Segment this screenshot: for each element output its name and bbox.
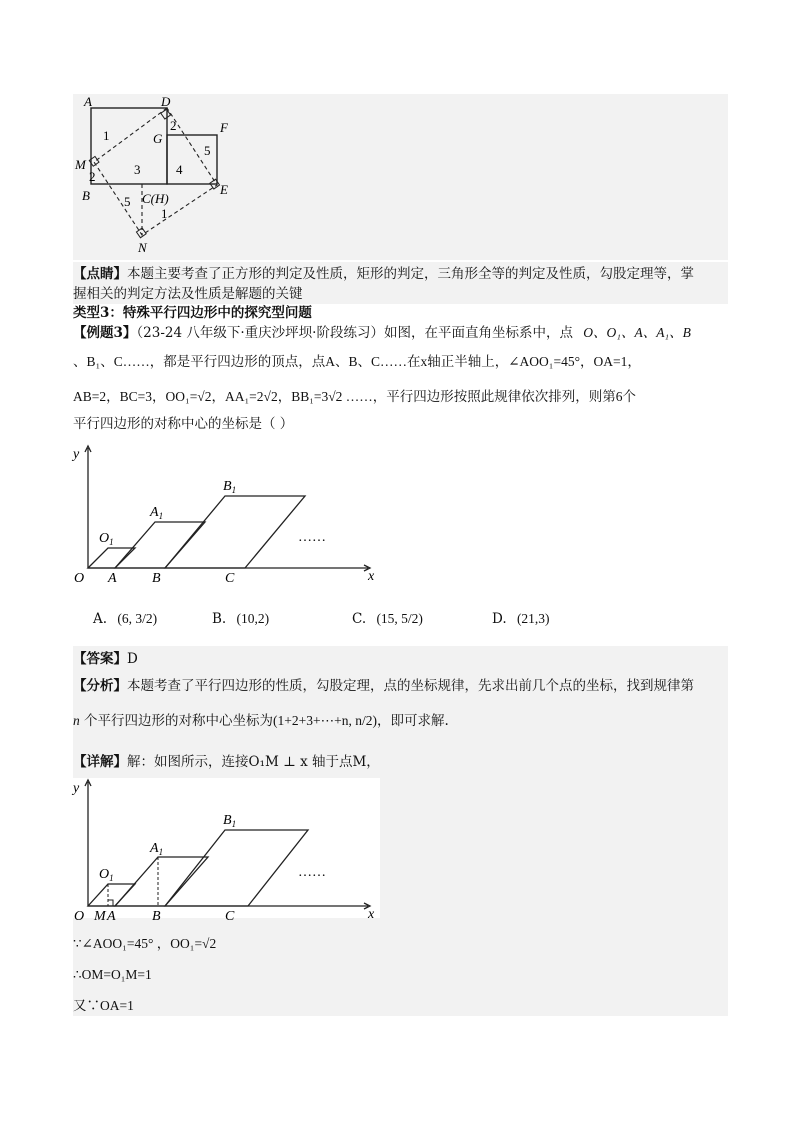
option-a-value: (6, 3/2) <box>117 611 158 626</box>
point-A1: $A_1$ <box>150 505 164 521</box>
point-O1-2: $O_1$ <box>99 867 114 883</box>
point-O: O <box>74 571 85 586</box>
point-B-2: B <box>152 909 161 922</box>
region-1: 1 <box>103 128 110 143</box>
axis-y-label-2: y <box>73 781 80 796</box>
label-F: F <box>220 120 228 135</box>
analysis-line-2: n 个平行四边形的对称中心坐标为(1+2+3+⋯+n, n/2)，即可求解. <box>73 713 449 729</box>
comment-text-1: 本题主要考查了正方形的判定及性质，矩形的判定，三角形全等的判定及性质，勾股定理等，掌 <box>127 266 694 282</box>
option-b-value: (10,2) <box>236 611 270 626</box>
option-a-letter: A. <box>93 611 108 627</box>
geometry-figure-1 <box>73 94 253 260</box>
analysis-line-1 <box>73 676 694 696</box>
point-B1-2: $B_1$ <box>223 813 237 829</box>
example-line-3: AB=2，BC=3，OO₁=√2，AA₁=2√2，BB₁=3√2 ……，平行四边形按照此规律依次排列，则第6个 <box>73 389 637 404</box>
point-O1: $O_1$ <box>99 531 114 547</box>
region-2-left: 2 <box>89 169 96 184</box>
axis-x-label-2: x <box>368 907 375 922</box>
region-5-right: 5 <box>204 143 211 158</box>
step-3: 又∵OA=1 <box>73 998 134 1013</box>
region-5-bottom: 5 <box>124 194 131 209</box>
region-2-top: 2 <box>170 118 177 133</box>
analysis-text-2: 个平行四边形的对称中心坐标为 <box>84 713 274 729</box>
point-B: B <box>152 571 161 586</box>
label-B: B <box>82 188 90 203</box>
label-M: M <box>75 157 86 172</box>
label-G: G <box>153 131 163 146</box>
label-CH: C(H) <box>142 191 169 206</box>
detail-line-1 <box>73 752 380 772</box>
label-A: A <box>84 94 92 109</box>
comment-line-2: 握相关的判定方法及性质是解题的关键 <box>73 286 303 302</box>
step-1: ∵∠AOO₁=45° ，OO₁=√2 <box>73 936 217 951</box>
option-c-letter: C. <box>352 611 367 627</box>
point-A: A <box>108 571 117 586</box>
point-A-2: A <box>107 909 116 922</box>
point-B1: $B_1$ <box>223 479 237 495</box>
option-a[interactable] <box>93 609 157 629</box>
region-3: 3 <box>134 162 141 177</box>
section-heading: 类型3：特殊平行四边形中的探究型问题 <box>73 305 312 321</box>
option-b[interactable] <box>212 609 269 629</box>
example-line-4: 平行四边形的对称中心的坐标是（ ） <box>73 416 294 432</box>
label-E: E <box>220 182 228 197</box>
parallelogram-graph-2 <box>70 772 390 922</box>
parallelogram-graph-1 <box>70 438 390 588</box>
point-M-2: M <box>94 909 106 922</box>
step-2: ∴OM=O₁M=1 <box>73 967 152 982</box>
region-1-bottom: 1 <box>161 206 168 221</box>
continuation-dots-2: …… <box>298 865 326 880</box>
detail-text-1: 解：如图所示，连接O₁M ⊥ x 轴于点M， <box>127 754 380 770</box>
example-line-1 <box>73 323 691 343</box>
answer-value: D <box>127 651 138 667</box>
point-C: C <box>225 571 235 586</box>
option-d-letter: D. <box>492 611 507 627</box>
continuation-dots: …… <box>298 530 326 545</box>
option-c[interactable] <box>352 609 423 629</box>
example-source: （23-24 八年级下·重庆沙坪坝·阶段练习）如图，在平面直角坐标系中，点 <box>136 325 573 341</box>
label-N: N <box>138 240 147 255</box>
comment-label: 【点睛】 <box>73 266 127 282</box>
analysis-label: 【分析】 <box>73 678 127 694</box>
option-b-letter: B. <box>212 611 227 627</box>
option-d[interactable] <box>492 609 550 629</box>
comment-line-1 <box>73 264 694 284</box>
example-points-list: O、O₁、A、A₁、B <box>583 325 691 340</box>
region-4: 4 <box>176 162 183 177</box>
axis-y-label: y <box>73 447 80 462</box>
point-C-2: C <box>225 909 235 922</box>
detail-label: 【详解】 <box>73 754 127 770</box>
option-c-value: (15, 5/2) <box>376 611 423 626</box>
option-d-value: (21,3) <box>516 611 550 626</box>
answer-line <box>73 649 138 669</box>
point-O-2: O <box>74 909 85 922</box>
analysis-formula: (1+2+3+⋯+n, n/2) <box>273 713 377 728</box>
analysis-text-3: ，即可求解. <box>377 713 449 729</box>
analysis-text-1: 本题考查了平行四边形的性质，勾股定理，点的坐标规律，先求出前几个点的坐标，找到规律第 <box>127 678 694 694</box>
axis-x-label: x <box>368 569 375 584</box>
answer-label: 【答案】 <box>73 651 127 667</box>
point-A1-2: $A_1$ <box>150 841 164 857</box>
example-line-2: 、B₁、C……，都是平行四边形的顶点，点A、B、C……在x轴正半轴上，∠AOO₁=45°，OA=1， <box>73 354 641 369</box>
label-D: D <box>161 94 171 109</box>
example-label: 【例题3】 <box>73 325 137 341</box>
